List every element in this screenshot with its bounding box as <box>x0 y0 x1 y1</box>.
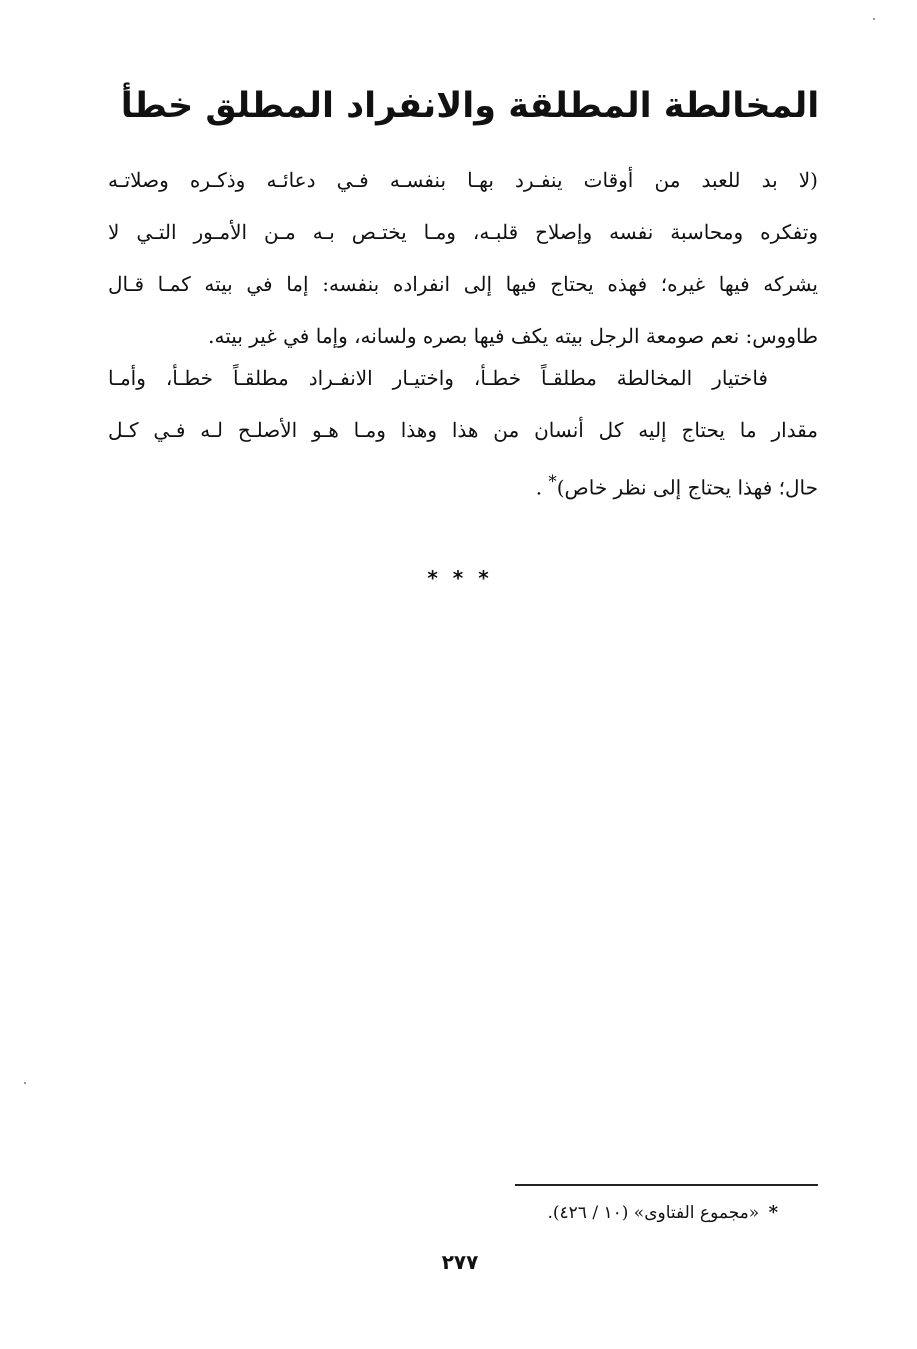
footnote-text: «مجموع الفتاوى» (١٠ / ٤٢٦). <box>547 1203 760 1223</box>
paragraph-line-text: حال؛ فهذا يحتاج إلى نظر خاص) <box>556 475 818 500</box>
paragraph-line: طاووس: نعم صومعة الرجل بيته يكف فيها بصره ولسانه، وإما في غير بيته. <box>208 324 818 348</box>
paragraph-end-punctuation: . <box>535 475 549 500</box>
chapter-title: المخالطة المطلقة والانفراد المطلق خطأ <box>120 86 820 126</box>
footnote-divider <box>515 1184 818 1186</box>
paragraph-line: وتفكره ومحاسبة نفسه وإصلاح قلبـه، ومـا يختـص بـه مـن الأمـور التـي لا <box>108 220 818 244</box>
page-number: ٢٧٧ <box>441 1250 479 1274</box>
paragraph-1 <box>108 154 818 362</box>
paragraph-line: يشركه فيها غيره؛ فهذه يحتاج فيها إلى انفراده بنفسه: إما في بيته كمـا قـال <box>108 272 818 296</box>
scan-speck <box>873 18 875 20</box>
paragraph-2 <box>108 352 818 514</box>
paragraph-line: مقدار ما يحتاج إليه كل أنسان من هذا وهذا ومـا هـو الأصلـح لـه فـي كـل <box>108 418 818 442</box>
footnote <box>420 1198 778 1228</box>
section-separator: * * * <box>427 566 493 590</box>
footnote-marker: * <box>768 1202 778 1223</box>
paragraph-line: فاختيار المخالطة مطلقـاً خطـأ، واختيـار الانفـراد مطلقـاً خطـأ، وأمـا <box>108 366 768 390</box>
scan-speck <box>24 1082 26 1084</box>
paragraph-line: (لا بد للعبد من أوقات ينفـرد بهـا بنفسـه فـي دعائـه وذكـره وصلاتـه <box>108 168 818 192</box>
footnote-reference-marker: * <box>548 472 557 491</box>
paragraph-line-last <box>108 456 818 514</box>
